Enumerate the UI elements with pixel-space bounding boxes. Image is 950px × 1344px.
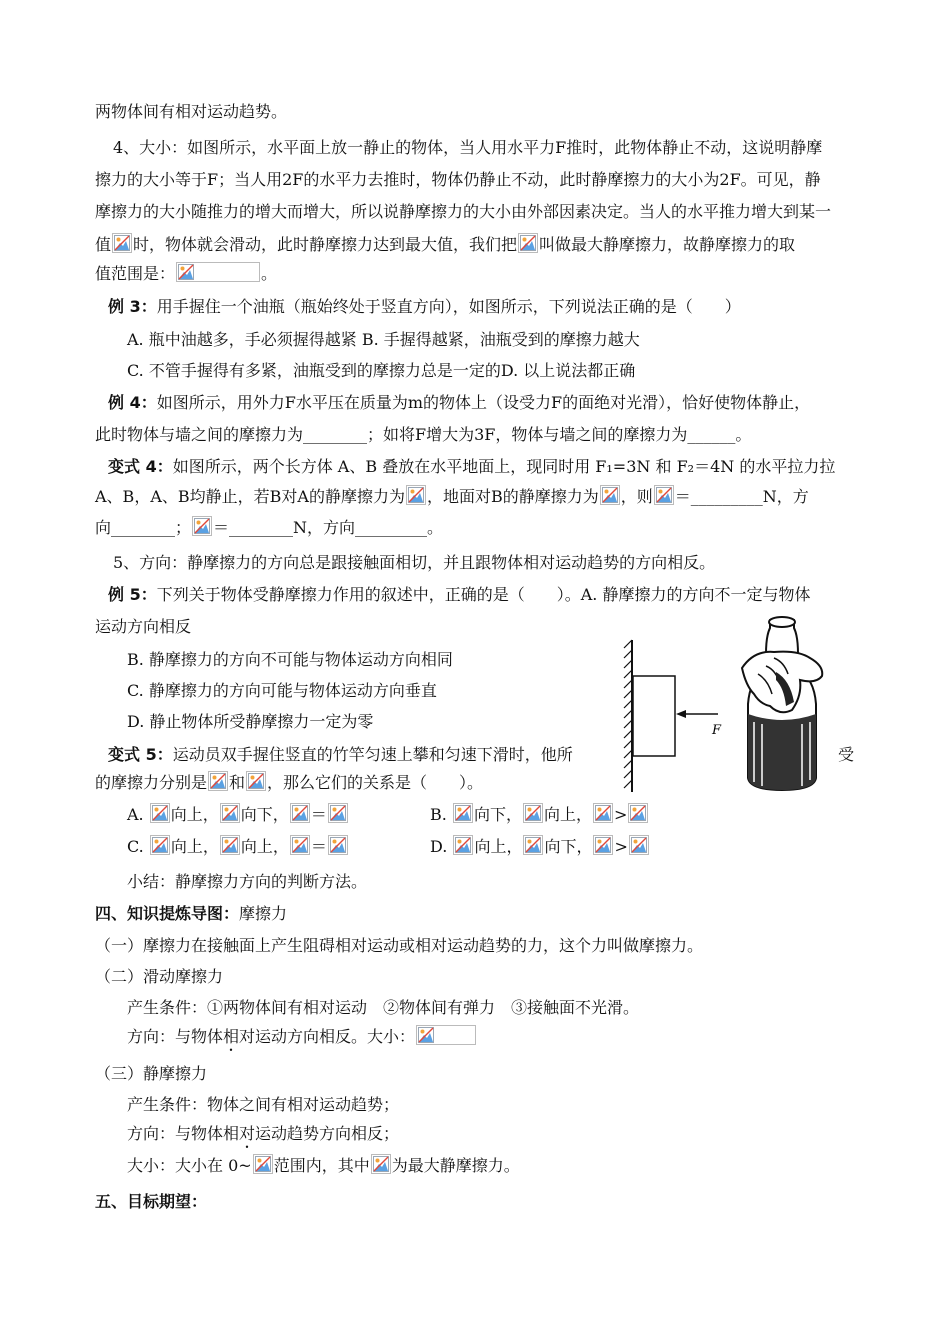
- text-segment: 范围内，其中: [273, 1156, 370, 1175]
- example-4: [108, 393, 810, 413]
- bottle-cap: [769, 617, 795, 627]
- section-4-heading: [95, 904, 287, 924]
- example-3: [108, 297, 741, 317]
- text-line: 5、方向：静摩擦力的方向总是跟接触面相切，并且跟物体相对运动趋势的方向相反。: [113, 553, 716, 572]
- text-segment: 向________；: [95, 518, 192, 537]
- wall-hatching: [624, 640, 632, 788]
- formula-image-icon: [246, 771, 266, 791]
- text-segment: 为最大静摩擦力。: [391, 1156, 520, 1175]
- formula-image-icon: [593, 803, 613, 823]
- text-segment: 和: [229, 773, 246, 792]
- formula-image-icon: [453, 835, 473, 855]
- text-segment: >: [613, 805, 628, 824]
- formula-image-icon: [192, 516, 212, 536]
- text-segment: 下列关于物体受静摩擦力作用的叙述中，正确的是（ ）。A. 静摩擦力的方向不一定与物体: [156, 585, 811, 604]
- formula-image-icon: [220, 835, 240, 855]
- option-letter: B.: [430, 805, 447, 824]
- text-segment: 对运动方向相反。大小：: [239, 1027, 416, 1046]
- formula-image-icon: [406, 485, 426, 505]
- formula-image-icon: [600, 485, 620, 505]
- formula-image-icon: [523, 803, 543, 823]
- text-segment: 向上，: [170, 805, 219, 824]
- broken-image-glyph: [631, 837, 647, 853]
- option-d: [430, 835, 650, 857]
- broken-image-glyph: [520, 235, 536, 251]
- formula-image-icon: [253, 1154, 273, 1174]
- text-segment: ，那么它们的关系是（ ）。: [267, 773, 484, 792]
- text-line: 产生条件：①两物体间有相对运动 ②物体间有弹力 ③接触面不光滑。: [127, 998, 640, 1017]
- formula-image-icon: [416, 1025, 476, 1045]
- broken-image-glyph: [194, 518, 210, 534]
- broken-image-glyph: [222, 805, 238, 821]
- formula-image-icon: [654, 485, 674, 505]
- option-a: [127, 803, 349, 825]
- variant-label: 变式 5：: [108, 745, 173, 764]
- text-segment: 向下，: [544, 837, 593, 856]
- broken-image-glyph: [178, 264, 194, 280]
- formula-image-icon: [220, 803, 240, 823]
- text-segment: 运动员双手握住竖直的竹竿匀速上攀和匀速下滑时，他所: [172, 745, 573, 764]
- broken-image-glyph: [248, 773, 264, 789]
- example-label: 例 4：: [108, 393, 157, 412]
- text-line: 4、大小：如图所示，水平面上放一静止的物体，当人用水平力F推时，此物体静止不动，这说明静摩: [113, 138, 823, 157]
- broken-image-glyph: [292, 837, 308, 853]
- broken-image-glyph: [292, 805, 308, 821]
- formula-image-icon: [328, 835, 348, 855]
- text-segment: 值范围是：: [95, 264, 176, 283]
- text-segment: 向下，: [240, 805, 289, 824]
- broken-image-glyph: [330, 837, 346, 853]
- option-line: C. 静摩擦力的方向可能与物体运动方向垂直: [127, 681, 437, 700]
- broken-image-glyph: [455, 837, 471, 853]
- broken-image-glyph: [418, 1027, 434, 1043]
- text-line: 摩擦力的大小随推力的增大而增大，所以说静摩擦力的大小由外部因素决定。当人的水平推力增大到某一: [95, 202, 832, 221]
- example-label: 例 3：: [108, 297, 157, 316]
- text-line: 此时物体与墙之间的摩擦力为________；如将F增大为3F，物体与墙之间的摩擦力为______。: [95, 425, 752, 444]
- text-segment: 大小：大小在 0~: [127, 1156, 252, 1175]
- broken-image-glyph: [630, 805, 646, 821]
- force-label: F: [712, 723, 722, 738]
- option-line: C. 不管手握得有多紧，油瓶受到的摩擦力总是一定的D. 以上说法都正确: [127, 361, 636, 380]
- text-line: [127, 1124, 399, 1144]
- example-label: 例 5：: [108, 585, 157, 604]
- broken-image-glyph: [602, 487, 618, 503]
- summary-line: 小结：静摩擦力方向的判断方法。: [127, 872, 368, 891]
- text-segment: 向上，: [474, 837, 523, 856]
- text-segment: 叫做最大静摩擦力，故静摩擦力的取: [539, 235, 796, 254]
- text-segment: 受: [838, 745, 855, 764]
- formula-image-icon: [523, 835, 543, 855]
- option-line: B. 静摩擦力的方向不可能与物体运动方向相同: [127, 650, 453, 669]
- broken-image-glyph: [330, 805, 346, 821]
- text-segment: 向上，: [543, 805, 592, 824]
- broken-image-glyph: [222, 837, 238, 853]
- broken-image-glyph: [373, 1156, 389, 1172]
- text-segment: 向上，: [170, 837, 219, 856]
- variant-4: [108, 457, 835, 477]
- text-segment: 时，物体就会滑动，此时静摩擦力达到最大值，我们把: [133, 235, 518, 254]
- broken-image-glyph: [152, 837, 168, 853]
- text-segment: 。: [261, 264, 278, 283]
- text-segment: 运动趋势方向相反；: [255, 1124, 400, 1143]
- text-segment: 的摩擦力分别是: [95, 773, 208, 792]
- broken-image-glyph: [525, 805, 541, 821]
- text-segment: A、B，A、B均静止，若B对A的静摩擦力为: [95, 487, 405, 506]
- variant-label: 变式 4：: [108, 457, 173, 476]
- text-segment: ＝________N，方向_________。: [213, 518, 444, 537]
- broken-image-glyph: [656, 487, 672, 503]
- emphasis-char: 相: [223, 1027, 240, 1046]
- text-segment: 方向：与物体相: [127, 1124, 240, 1143]
- text-line: [95, 771, 483, 793]
- hand-bottle-figure: [740, 614, 830, 794]
- option-line: D. 静止物体所受静摩擦力一定为零: [127, 712, 374, 731]
- option-letter: D.: [430, 837, 448, 856]
- text-segment: ，则: [620, 487, 653, 506]
- formula-image-icon: [290, 835, 310, 855]
- text-segment: 如图所示，用外力F水平压在质量为m的物体上（设受力F的面绝对光滑），恰好使物体静止，: [156, 393, 811, 412]
- broken-image-glyph: [210, 773, 226, 789]
- section-title: 四、知识提炼导图：: [95, 904, 240, 923]
- bottle-dark-body: [748, 714, 816, 790]
- text-line: [95, 485, 809, 507]
- formula-image-icon: [518, 233, 538, 253]
- text-line: [95, 262, 277, 284]
- broken-image-glyph: [595, 837, 611, 853]
- text-line: [95, 233, 795, 255]
- section-subtitle: 摩擦力: [239, 904, 288, 923]
- text-segment: 用手握住一个油瓶（瓶始终处于竖直方向），如图所示，下列说法正确的是（ ）: [156, 297, 741, 316]
- text-segment: 值: [95, 235, 112, 254]
- option-b: [430, 803, 649, 825]
- arrow-head-icon: [676, 710, 686, 718]
- broken-image-glyph: [525, 837, 541, 853]
- formula-image-icon: [629, 835, 649, 855]
- option-letter: A.: [127, 805, 144, 824]
- text-line: [95, 516, 443, 538]
- formula-image-icon: [150, 803, 170, 823]
- formula-image-icon: [112, 233, 132, 253]
- text-line: [127, 1025, 477, 1047]
- text-line: 擦力的大小等于F；当人用2F的水平力去推时，物体仍静止不动，此时静摩擦力的大小为2F。可见，静: [95, 170, 821, 189]
- formula-image-icon: [328, 803, 348, 823]
- block-rect: [633, 676, 675, 756]
- formula-image-icon: [453, 803, 473, 823]
- text-line: 运动方向相反: [95, 617, 192, 636]
- option-line: A. 瓶中油越多，手必须握得越紧 B. 手握得越紧，油瓶受到的摩擦力越大: [127, 330, 640, 349]
- broken-image-glyph: [595, 805, 611, 821]
- text-line: （二）滑动摩擦力: [95, 967, 224, 986]
- broken-image-glyph: [114, 235, 130, 251]
- text-segment: ＝: [310, 837, 327, 856]
- formula-image-icon: [290, 803, 310, 823]
- formula-image-icon: [593, 835, 613, 855]
- formula-image-icon: [150, 835, 170, 855]
- broken-image-glyph: [408, 487, 424, 503]
- broken-image-glyph: [255, 1156, 271, 1172]
- formula-image-icon: [628, 803, 648, 823]
- wall-block-figure: [622, 636, 732, 796]
- broken-image-glyph: [455, 805, 471, 821]
- variant-5: [108, 745, 573, 765]
- emphasis-char: 对: [239, 1124, 256, 1143]
- option-c: [127, 835, 349, 857]
- text-line: 两物体间有相对运动趋势。: [95, 102, 288, 121]
- example-5: [108, 585, 810, 605]
- text-segment: >: [614, 837, 628, 856]
- text-line: 产生条件：物体之间有相对运动趋势；: [127, 1095, 400, 1114]
- formula-image-icon: [371, 1154, 391, 1174]
- option-letter: C.: [127, 837, 144, 856]
- broken-image-glyph: [152, 805, 168, 821]
- text-line: （一）摩擦力在接触面上产生阻碍相对运动或相对运动趋势的力，这个力叫做摩擦力。: [95, 936, 704, 955]
- text-line: （三）静摩擦力: [95, 1064, 208, 1083]
- text-segment: ＝: [310, 805, 327, 824]
- text-segment: 向上，: [240, 837, 289, 856]
- text-segment: ，地面对B的静摩擦力为: [426, 487, 599, 506]
- section-5-heading: 五、目标期望：: [95, 1192, 208, 1211]
- formula-image-icon: [176, 262, 260, 282]
- text-segment: 向下，: [473, 805, 522, 824]
- text-line: [127, 1154, 520, 1176]
- text-segment: ＝_________N，方: [674, 487, 809, 506]
- text-segment: 如图所示，两个长方体 A、B 叠放在水平地面上，现同时用 F₁=3N 和 F₂＝4N 的水平拉力拉: [172, 457, 836, 476]
- text-segment: 方向：与物体: [127, 1027, 224, 1046]
- formula-image-icon: [208, 771, 228, 791]
